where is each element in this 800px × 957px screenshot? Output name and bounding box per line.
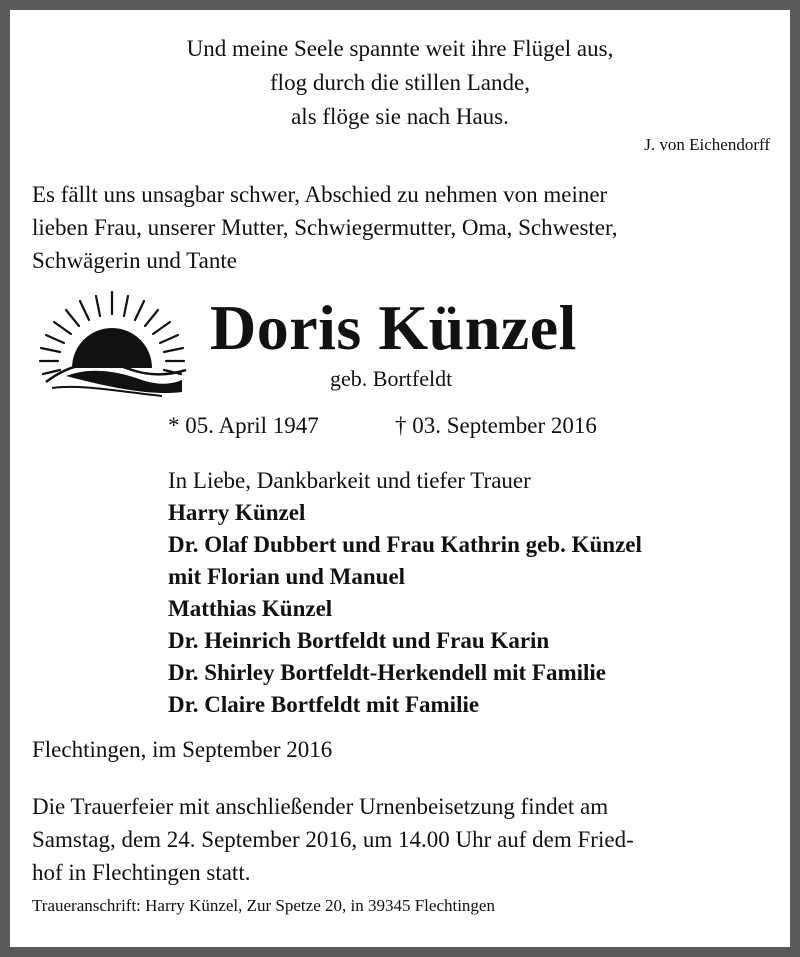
poem-line: Und meine Seele spannte weit ihre Flügel aus,	[186, 36, 614, 61]
poem-line: flog durch die stillen Lande,	[270, 70, 530, 95]
mourner-name: Dr. Heinrich Bortfeldt und Frau Karin	[168, 628, 550, 653]
mourner-name: Harry Künzel	[168, 500, 306, 525]
service-line: Die Trauerfeier mit anschließender Urnenbeisetzung findet am	[32, 794, 609, 819]
obituary-card	[10, 10, 790, 947]
poem-line: als flöge sie nach Haus.	[291, 104, 509, 129]
mourner-name: mit Florian und Manuel	[168, 564, 406, 589]
intro-text	[32, 178, 768, 277]
service-info	[32, 790, 768, 889]
birth-date: * 05. April 1947	[168, 413, 319, 438]
intro-line: lieben Frau, unserer Mutter, Schwiegermutter, Oma, Schwester,	[32, 215, 618, 240]
place-date: Flechtingen, im September 2016	[32, 737, 333, 762]
deceased-name: Doris Künzel	[210, 292, 577, 363]
sunset-over-hills-icon	[32, 288, 192, 398]
death-date: † 03. September 2016	[395, 413, 597, 438]
service-line: hof in Flechtingen statt.	[32, 860, 251, 885]
intro-line: Schwägerin und Tante	[32, 248, 237, 273]
intro-line: Es fällt uns unsagbar schwer, Abschied zu nehmen von meiner	[32, 182, 608, 207]
mourner-name: Dr. Shirley Bortfeldt-Herkendell mit Familie	[168, 660, 606, 685]
birth-name: geb. Bortfeldt	[330, 366, 453, 391]
poem-author: J. von Eichendorff	[644, 135, 770, 154]
mourner-name: Dr. Claire Bortfeldt mit Familie	[168, 692, 480, 717]
mourners-intro: In Liebe, Dankbarkeit und tiefer Trauer	[168, 468, 531, 493]
mourner-name: Matthias Künzel	[168, 596, 333, 621]
mourner-name: Dr. Olaf Dubbert und Frau Kathrin geb. Künzel	[168, 532, 642, 557]
poem	[10, 32, 790, 134]
service-line: Samstag, dem 24. September 2016, um 14.00 Uhr auf dem Fried-	[32, 827, 634, 852]
mourners-list	[168, 465, 642, 721]
mourning-address: Traueranschrift: Harry Künzel, Zur Spetze 20, in 39345 Flechtingen	[32, 896, 495, 915]
